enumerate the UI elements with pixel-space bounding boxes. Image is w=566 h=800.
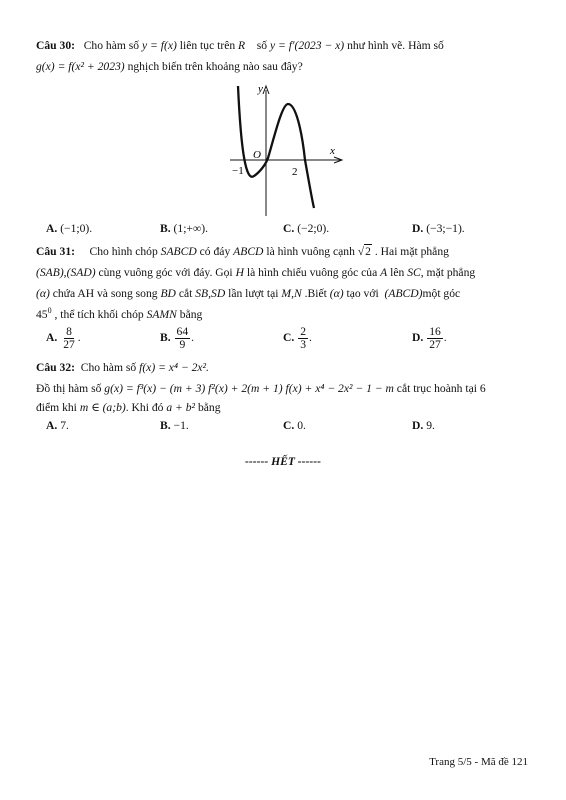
frac-num: 8 — [66, 325, 72, 338]
option-text: (−3;−1). — [426, 222, 465, 235]
q31-line-2 — [36, 265, 532, 281]
q31-sabcd: SABCD — [160, 245, 197, 258]
q32-gx: g(x) = f³(x) − (m + 3) f²(x) + 2(m + 1) f(x) + x⁴ − 2x² − 1 − m — [104, 382, 394, 395]
q30-label: Câu 30: — [36, 39, 75, 52]
q31-option-b[interactable]: B. $\frac{64}{9}$ . — [160, 325, 195, 351]
q31-text: chứa AH và song song — [52, 287, 158, 300]
q30-option-d[interactable] — [412, 221, 465, 237]
q31-samn: SAMN — [146, 308, 177, 321]
q31-line-4 — [36, 307, 532, 323]
q31-line-3 — [36, 286, 532, 302]
q31-sqrt: √2 — [357, 245, 371, 258]
q32-expression: a + b² — [166, 401, 196, 414]
q31-option-d[interactable]: D. $\frac{16}{27}$ . — [412, 325, 447, 351]
q30-option-c[interactable] — [283, 221, 329, 237]
graph-origin-label: O — [253, 149, 261, 161]
frac-num: 16 — [429, 325, 441, 338]
q31-H: H — [235, 266, 244, 279]
option-text: (1;+∞). — [173, 222, 208, 235]
option-letter: B. — [160, 331, 171, 345]
q31-angle: 45 — [36, 308, 48, 321]
q32-option-a[interactable] — [46, 418, 69, 434]
q31-text: có đáy — [199, 245, 231, 258]
frac-den: 27 — [429, 338, 441, 351]
option-letter: D. — [412, 419, 424, 432]
q30-R: R — [238, 39, 246, 52]
q31-alpha: (α) — [36, 287, 50, 300]
graph-y-label: y — [258, 83, 263, 95]
q30-text: Cho hàm số — [83, 39, 140, 52]
q31-label: Câu 31: — [36, 245, 75, 258]
q30-text: như hình vẽ. Hàm số — [347, 39, 444, 52]
option-letter: B. — [160, 222, 171, 235]
q30-fx: y = f(x) — [142, 39, 177, 52]
option-letter: D. — [412, 222, 424, 235]
graph-tick-neg1: −1 — [232, 165, 244, 177]
option-text: (−2;0). — [297, 222, 330, 235]
frac-num: 64 — [176, 325, 189, 338]
frac-den: 9 — [179, 338, 186, 351]
q32-text: cắt trục hoành tại 6 — [396, 382, 486, 395]
q30-line-2 — [36, 59, 532, 75]
option-text: 9. — [426, 419, 435, 432]
q31-BD: BD — [160, 287, 176, 300]
q31-option-a[interactable]: A. $\frac{8}{27}$ . — [46, 325, 81, 351]
q30-text: số — [256, 39, 268, 52]
option-letter: A. — [46, 331, 58, 345]
page-footer: Trang 5/5 - Mã đề 121 — [429, 756, 528, 768]
option-letter: D. — [412, 331, 424, 345]
q31-side: 2 — [365, 245, 371, 258]
q30-option-a[interactable] — [46, 221, 92, 237]
q31-abcd-plane: (ABCD) — [384, 287, 423, 300]
q30-fpx: y = f′(2023 − x) — [269, 39, 345, 52]
q31-option-c[interactable]: C. $\frac{2}{3}$ . — [283, 325, 312, 351]
q31-text: .Biết — [304, 287, 327, 300]
q31-A: A — [380, 266, 388, 279]
q31-line-1 — [36, 244, 532, 260]
q30-derivative-graph — [226, 82, 346, 220]
q32-line-2 — [36, 381, 532, 397]
q31-degree: 0 — [47, 306, 52, 316]
q31-text: cắt — [178, 287, 193, 300]
graph-x-label: x — [330, 145, 335, 157]
q31-SC: SC — [407, 266, 421, 279]
option-letter: C. — [283, 222, 295, 235]
option-letter: B. — [160, 419, 171, 432]
q30-line-1 — [36, 38, 532, 54]
q31-text: Cho hình chóp — [89, 245, 158, 258]
q31-text: là hình chiếu vuông góc của — [246, 266, 378, 279]
graph-tick-2: 2 — [292, 166, 298, 178]
q31-alpha: (α) — [329, 287, 344, 300]
q32-option-c[interactable] — [283, 418, 306, 434]
option-text: (−1;0). — [60, 222, 93, 235]
option-letter: A. — [46, 419, 58, 432]
q32-line-3 — [36, 400, 532, 416]
frac-den: 3 — [300, 338, 306, 351]
q32-text: bằng — [197, 401, 221, 414]
q31-text: , thể tích khối chóp — [54, 308, 144, 321]
q32-text: Cho hàm số — [80, 361, 137, 374]
option-fraction — [175, 326, 191, 351]
q30-option-b[interactable] — [160, 221, 208, 237]
q31-text: tạo với — [346, 287, 379, 300]
q31-text: , mặt phẳng — [420, 266, 476, 279]
q32-text: điểm khi — [36, 401, 77, 414]
q31-sbsd: SB,SD — [195, 287, 226, 300]
option-text: 7. — [60, 419, 69, 432]
q31-text: bằng — [179, 308, 203, 321]
option-text: 0. — [297, 419, 306, 432]
q31-text: . Hai mặt phẳng — [374, 245, 449, 258]
q31-text: cùng vuông góc với đáy. Gọi — [98, 266, 233, 279]
q31-abcd: ABCD — [233, 245, 264, 258]
q31-text: lên — [390, 266, 405, 279]
q30-text: nghịch biến trên khoảng nào sau đây? — [127, 60, 303, 73]
q32-text: Đồ thị hàm số — [36, 382, 102, 395]
option-text: −1. — [173, 419, 189, 432]
option-letter: A. — [46, 222, 58, 235]
option-fraction — [298, 326, 308, 351]
q32-option-d[interactable] — [412, 418, 435, 434]
option-fraction — [61, 326, 77, 351]
q32-fx: f(x) = x⁴ − 2x². — [139, 361, 209, 374]
option-letter: C. — [283, 331, 295, 345]
q32-condition: m ∈ (a;b) — [79, 401, 126, 414]
q32-option-b[interactable] — [160, 418, 189, 434]
q31-text: lần lượt tại — [228, 287, 279, 300]
option-fraction — [427, 326, 443, 351]
end-marker: ------ HẾT ------ — [245, 455, 321, 468]
q30-gx: g(x) = f(x² + 2023) — [36, 60, 125, 73]
derivative-curve — [238, 86, 314, 208]
q31-planes: (SAB),(SAD) — [36, 266, 96, 279]
q32-text: . Khi đó — [125, 401, 164, 414]
q32-line-1 — [36, 360, 532, 376]
q31-mn: M,N — [281, 287, 302, 300]
q32-label: Câu 32: — [36, 361, 75, 374]
frac-num: 2 — [300, 325, 306, 338]
frac-den: 27 — [63, 338, 75, 351]
q30-text: liên tục trên — [179, 39, 236, 52]
q31-text: là hình vuông cạnh — [266, 245, 355, 258]
q31-text: một góc — [422, 287, 461, 300]
option-letter: C. — [283, 419, 295, 432]
